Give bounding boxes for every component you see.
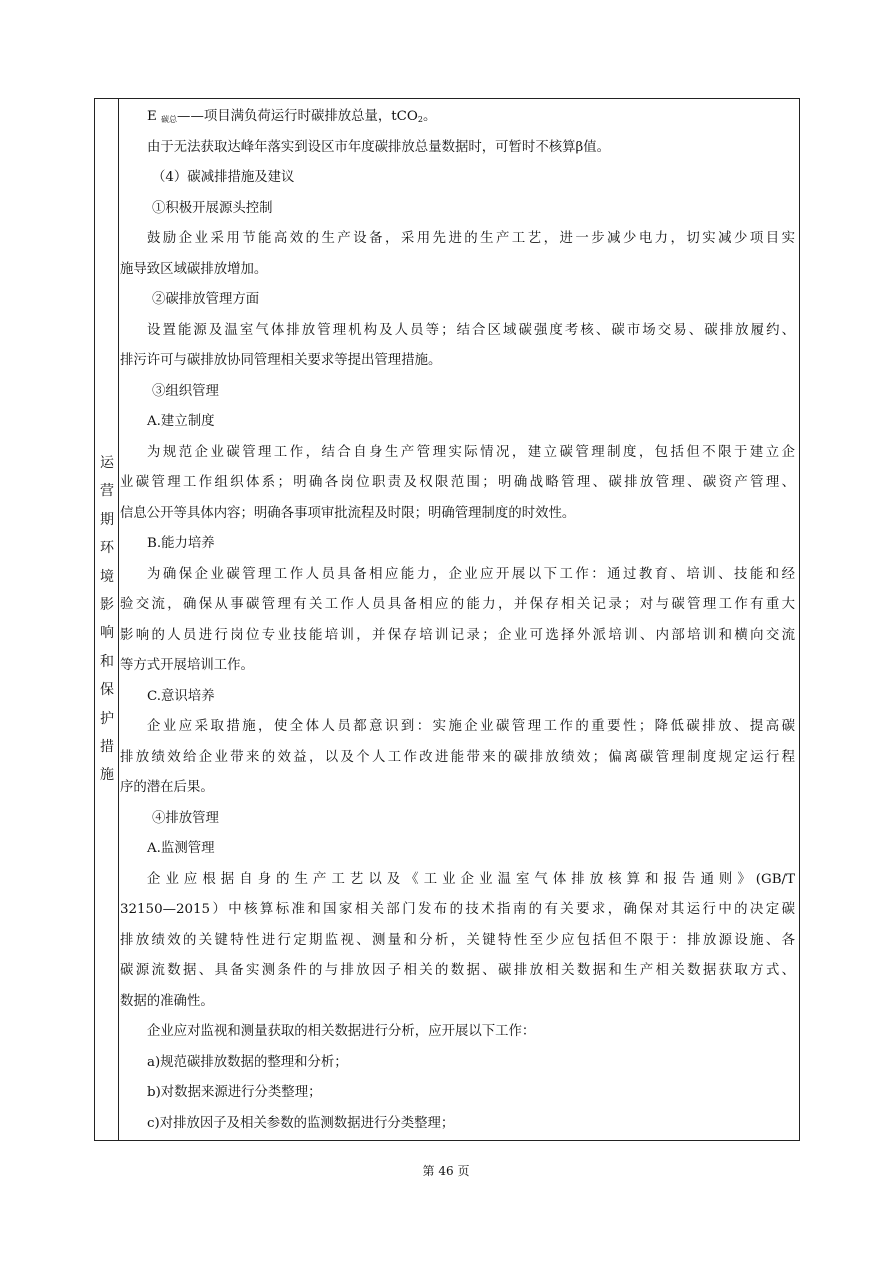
item-heading: C.意识培养 — [147, 688, 215, 704]
paragraph-line: 为规范企业碳管理工作，结合自身生产管理实际情况，建立碳管理制度，包括但不限于建立企 — [147, 444, 795, 460]
label-char: 和 — [100, 653, 114, 670]
paragraph-line: 施导致区域碳排放增加。 — [120, 261, 268, 277]
definition-end: 。 — [423, 109, 437, 124]
section-label-cell — [95, 99, 119, 1140]
paragraph-line: 企业应采取措施，使全体人员都意识到：实施企业碳管理工作的重要性；降低碳排放、提高碳 — [147, 719, 795, 734]
label-char: 环 — [100, 540, 114, 557]
paragraph-line: 企业应根据自身的生产工艺以及《工业企业温室气体排放核算和报告通则》(GB/T — [147, 871, 795, 887]
paragraph-line: 32150—2015）中核算标准和国家相关部门发布的技术指南的有关要求，确保对其运行中的决定碳 — [120, 902, 795, 917]
section-label — [95, 449, 119, 790]
definition-text: ——项目满负荷运行时碳排放总量，tCO — [177, 109, 418, 124]
paragraph-line: 碳源流数据、具备实测条件的与排放因子相关的数据、碳排放相关数据和生产相关数据获取方式、 — [120, 963, 795, 978]
list-item: a)规范碳排放数据的整理和分析； — [147, 1054, 348, 1070]
paragraph-line: 序的潜在后果。 — [120, 780, 214, 795]
label-char: 施 — [100, 767, 114, 784]
paragraph-line: 由于无法获取达峰年落实到设区市年度碳排放总量数据时，可暂时不核算β值。 — [147, 139, 611, 155]
content-cell — [120, 102, 795, 1139]
paragraph-line: 鼓励企业采用节能高效的生产设备，采用先进的生产工艺，进一步减少电力，切实减少项目实 — [147, 231, 795, 246]
label-char: 保 — [100, 682, 114, 699]
label-char: 营 — [100, 483, 114, 500]
label-char: 护 — [100, 710, 114, 727]
symbol-subscript: 碳总 — [161, 115, 178, 124]
page-number: 第 46 页 — [422, 1164, 470, 1178]
label-char: 影 — [100, 597, 114, 614]
subsection-heading: ④排放管理 — [152, 810, 219, 826]
label-char: 运 — [100, 455, 114, 471]
paragraph-line: 等方式开展培训工作。 — [120, 658, 254, 673]
paragraph-line: 影响的人员进行岗位专业技能培训，并保存培训记录；企业可选择外派培训、内部培训和横向交流 — [120, 627, 795, 643]
paragraph-line: 排放绩效的关键特性进行定期监视、测量和分析，关键特性至少应包括但不限于：排放源设施、各 — [120, 932, 795, 948]
item-heading: A.建立制度 — [147, 414, 215, 429]
paragraph-line: 企业应对监视和测量获取的相关数据进行分析，应开展以下工作： — [147, 1024, 536, 1039]
formula-definition-line — [120, 102, 795, 133]
paragraph-line: 排污许可与碳排放协同管理相关要求等提出管理措施。 — [120, 353, 442, 368]
label-char: 措 — [100, 739, 114, 756]
paragraph-line: 为确保企业碳管理工作人员具备相应能力，企业应开展以下工作：通过教育、培训、技能和经 — [147, 566, 795, 582]
paragraph-line: 业碳管理工作组织体系；明确各岗位职责及权限范围；明确战略管理、碳排放管理、碳资产管理、 — [120, 475, 795, 490]
item-heading: A.监测管理 — [147, 841, 215, 856]
content-table — [94, 98, 800, 1141]
label-char: 响 — [100, 625, 114, 642]
paragraph-line: 设置能源及温室气体排放管理机构及人员等；结合区域碳强度考核、碳市场交易、碳排放履约、 — [147, 322, 795, 338]
label-char: 境 — [100, 568, 114, 585]
section-heading: （4）碳减排措施及建议 — [152, 170, 295, 185]
paragraph-line: 验交流，确保从事碳管理有关工作人员具备相应的能力，并保存相关记录；对与碳管理工作有重大 — [120, 597, 795, 612]
symbol-e: E — [147, 109, 157, 124]
subsection-heading: ③组织管理 — [152, 383, 219, 399]
co2-subscript: 2 — [417, 115, 423, 124]
paragraph-line: 排放绩效给企业带来的效益，以及个人工作改进能带来的碳排放绩效；偏离碳管理制度规定运行程 — [120, 749, 795, 765]
subsection-heading: ①积极开展源头控制 — [152, 200, 273, 216]
list-item: c)对排放因子及相关参数的监测数据进行分类整理； — [147, 1115, 455, 1131]
paragraph-line: 信息公开等具体内容；明确各事项审批流程及时限；明确管理制度的时效性。 — [120, 505, 576, 521]
subsection-heading: ②碳排放管理方面 — [152, 292, 260, 307]
item-heading: B.能力培养 — [147, 536, 215, 551]
list-item: b)对数据来源进行分类整理； — [147, 1085, 322, 1100]
paragraph-line: 数据的准确性。 — [120, 993, 214, 1009]
label-char: 期 — [100, 511, 114, 528]
